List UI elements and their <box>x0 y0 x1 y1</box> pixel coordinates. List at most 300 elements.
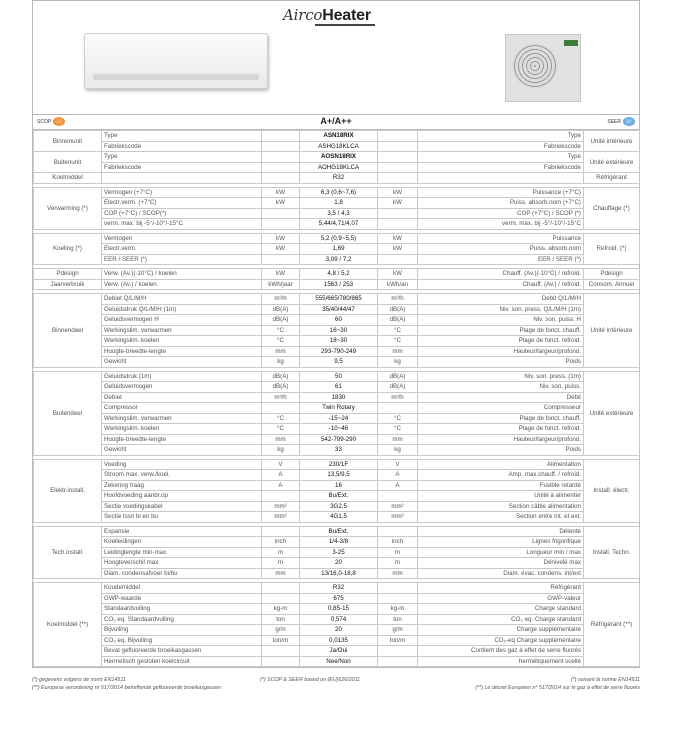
label-nl: Geluidsvermogen H <box>102 315 262 326</box>
spec-row <box>34 413 640 424</box>
spec-value: -10~46 <box>300 424 378 435</box>
group-label-fr: Unité intérieure <box>584 131 640 152</box>
label-fr: Hauteur/largeur/profond. <box>418 346 584 357</box>
unit-nl: kg <box>262 357 300 368</box>
unit-fr <box>378 254 418 265</box>
spec-value: 230/1F <box>300 459 378 470</box>
label-fr: verm. max. bij -5°/-10°/-15°C <box>418 219 584 230</box>
spec-row <box>34 403 640 414</box>
spec-row <box>34 625 640 636</box>
label-fr: Puissance (+7°C) <box>418 187 584 198</box>
group-label-nl: Verwarming (*) <box>34 187 102 229</box>
unit-nl <box>262 173 300 184</box>
unit-nl <box>262 141 300 152</box>
spec-row <box>34 336 640 347</box>
spec-row <box>34 526 640 537</box>
spec-row <box>34 593 640 604</box>
spec-row <box>34 434 640 445</box>
spec-row <box>34 646 640 657</box>
unit-fr: °C <box>378 325 418 336</box>
unit-fr: dB(A) <box>378 304 418 315</box>
unit-fr: kg <box>378 445 418 456</box>
spec-value: 6,3 (0,6~7,6) <box>300 187 378 198</box>
spec-row <box>34 491 640 502</box>
spec-value: 35/40/44/47 <box>300 304 378 315</box>
unit-fr: mm <box>378 568 418 579</box>
spec-row <box>34 131 640 142</box>
unit-nl <box>262 646 300 657</box>
spec-sheet <box>32 0 640 668</box>
unit-nl: dB(A) <box>262 315 300 326</box>
unit-nl: mm² <box>262 512 300 523</box>
spec-table-wrap <box>33 130 639 667</box>
label-nl: Sectie tssn bi en bu <box>102 512 262 523</box>
label-nl: Verw. (Av.)(-10°C) / koelen <box>102 269 262 280</box>
unit-fr: m³/h <box>378 294 418 305</box>
spec-value: Ja/Oui <box>300 646 378 657</box>
spec-row <box>34 537 640 548</box>
logo-airco: Airco <box>283 6 323 24</box>
outdoor-unit-image <box>505 34 581 102</box>
spec-value: 5,44/4,71/4,07 <box>300 219 378 230</box>
label-fr: Plage de fonct. chauff. <box>418 413 584 424</box>
label-nl: Bevat gefluoreerde broeikasgassen <box>102 646 262 657</box>
spec-value: 1,8 <box>300 198 378 209</box>
label-nl: Koudemiddel <box>102 583 262 594</box>
label-nl: Geluidsvermogen <box>102 382 262 393</box>
unit-nl: kW <box>262 187 300 198</box>
unit-fr: kW <box>378 269 418 280</box>
unit-fr <box>378 208 418 219</box>
spec-row <box>34 233 640 244</box>
unit-fr: V <box>378 459 418 470</box>
label-fr: Plage de fonct. refroid. <box>418 336 584 347</box>
spec-table <box>33 130 640 667</box>
label-fr: GWP-valeur <box>418 593 584 604</box>
footnote-eu-nl: (**) Europese verordening nr 517/2014 betreffende gefluoreerde broeikasgassen <box>32 685 222 691</box>
label-nl: Fabriekscode <box>102 141 262 152</box>
group-label-fr: Réfrigérant (**) <box>584 583 640 667</box>
label-nl: Expansie <box>102 526 262 537</box>
unit-fr <box>378 152 418 163</box>
spec-value: -15~24 <box>300 413 378 424</box>
spec-value: ASHG18KLCA <box>300 141 378 152</box>
snowflake-icon <box>623 117 635 126</box>
group-label-fr: Install. Techn. <box>584 526 640 579</box>
unit-nl: dB(A) <box>262 371 300 382</box>
spec-row <box>34 244 640 255</box>
spec-value: 4G1,5 <box>300 512 378 523</box>
label-nl: Hoogte-breedte-lengte <box>102 346 262 357</box>
spec-value: AOSN18RIX <box>300 152 378 163</box>
label-fr: Plage de fonct. chauff. <box>418 325 584 336</box>
spec-row <box>34 357 640 368</box>
unit-fr <box>378 141 418 152</box>
energy-rating: A+/A++ <box>320 116 352 126</box>
label-nl: Type <box>102 152 262 163</box>
spec-value: 675 <box>300 593 378 604</box>
spec-value: 0,0135 <box>300 635 378 646</box>
spec-value: 3,5 / 4,3 <box>300 208 378 219</box>
label-nl: Electr.verm. <box>102 244 262 255</box>
spec-value: 0,85-15 <box>300 604 378 615</box>
group-label-nl: Koelmiddel (**) <box>34 583 102 667</box>
label-fr: Lignes frigorifique <box>418 537 584 548</box>
unit-fr: kWh/an <box>378 279 418 290</box>
spec-row <box>34 315 640 326</box>
unit-nl: V <box>262 459 300 470</box>
group-label-fr: Pdesign <box>584 269 640 280</box>
label-nl: Bijvulling <box>102 625 262 636</box>
unit-fr: dB(A) <box>378 315 418 326</box>
unit-nl: mm <box>262 434 300 445</box>
spec-value: 16~30 <box>300 325 378 336</box>
label-fr: Fusible retardé <box>418 480 584 491</box>
unit-nl <box>262 526 300 537</box>
unit-nl: A <box>262 470 300 481</box>
unit-nl <box>262 593 300 604</box>
unit-fr: g/m <box>378 625 418 636</box>
unit-nl: A <box>262 480 300 491</box>
spec-value: 1830 <box>300 392 378 403</box>
label-nl <box>102 173 262 184</box>
unit-fr <box>378 219 418 230</box>
rating-header <box>33 114 639 130</box>
unit-nl: dB(A) <box>262 382 300 393</box>
spec-value: 13/16,0-16,8 <box>300 568 378 579</box>
group-label-fr: Refroid. (*) <box>584 233 640 265</box>
label-fr: Dénivelé max <box>418 558 584 569</box>
spec-value: 1/4-3/8 <box>300 537 378 548</box>
label-fr: Niv. son. press. Q/L/M/H (1m) <box>418 304 584 315</box>
spec-value: 555/665/780/865 <box>300 294 378 305</box>
label-nl: Compressor <box>102 403 262 414</box>
label-fr: Niv. son. puiss. H <box>418 315 584 326</box>
spec-row <box>34 187 640 198</box>
spec-value: 20 <box>300 558 378 569</box>
spec-row <box>34 304 640 315</box>
group-label-nl: Pdesign <box>34 269 102 280</box>
label-nl: Koelleidingen <box>102 537 262 548</box>
spec-value: R32 <box>300 173 378 184</box>
unit-nl <box>262 131 300 142</box>
spec-value: ASN18RIX <box>300 131 378 142</box>
footnotes <box>32 677 640 693</box>
spec-row <box>34 445 640 456</box>
unit-nl: ton <box>262 614 300 625</box>
group-label-nl: Elektr.install. <box>34 459 102 522</box>
label-nl: Hoogteverschil max <box>102 558 262 569</box>
label-fr: Section entre int. et ext. <box>418 512 584 523</box>
spec-row <box>34 152 640 163</box>
label-fr: CO₂ eq. Charge standard <box>418 614 584 625</box>
label-nl: Type <box>102 131 262 142</box>
label-nl: Leidinglengte min-max <box>102 547 262 558</box>
label-nl: Standaardvulling <box>102 604 262 615</box>
unit-nl: °C <box>262 424 300 435</box>
unit-nl: mm <box>262 568 300 579</box>
spec-value: 1,69 <box>300 244 378 255</box>
label-nl: Werkingslim. verwarmen <box>102 413 262 424</box>
label-fr: Niv. son. puiss. <box>418 382 584 393</box>
footnote-norm-fr: (*) suivant la norme EN14511 <box>570 677 640 683</box>
spec-row <box>34 325 640 336</box>
label-fr: Debit Q/L/M/H <box>418 294 584 305</box>
unit-nl <box>262 254 300 265</box>
unit-nl: m³/h <box>262 294 300 305</box>
label-fr: Chauff. (Av.)(-10°C) / refroid. <box>418 269 584 280</box>
spec-value: Nee/Non <box>300 656 378 667</box>
spec-value: AOHG18KLCA <box>300 162 378 173</box>
group-label-fr: Unité extérieure <box>584 152 640 173</box>
unit-fr: m <box>378 547 418 558</box>
scop-label: SCOP <box>37 118 52 125</box>
label-nl: COP (+7°C) / SCOP(*) <box>102 208 262 219</box>
unit-nl <box>262 152 300 163</box>
label-fr: CO₂-eq Charge supplémentaire <box>418 635 584 646</box>
group-label-fr: Install. électr. <box>584 459 640 522</box>
unit-fr <box>378 173 418 184</box>
label-fr: Poids <box>418 445 584 456</box>
spec-row <box>34 656 640 667</box>
unit-fr: ton <box>378 614 418 625</box>
label-fr: Charge standard <box>418 604 584 615</box>
unit-nl <box>262 491 300 502</box>
unit-fr: °C <box>378 413 418 424</box>
unit-fr: A <box>378 470 418 481</box>
group-label-nl: Koeling (*) <box>34 233 102 265</box>
logo-underline <box>315 24 375 26</box>
unit-fr: mm² <box>378 501 418 512</box>
spec-value: 3G2,5 <box>300 501 378 512</box>
label-fr: Amp. max.chauff. / refroid. <box>418 470 584 481</box>
unit-nl: inch <box>262 537 300 548</box>
unit-nl <box>262 403 300 414</box>
unit-nl <box>262 208 300 219</box>
spec-value: 20 <box>300 625 378 636</box>
unit-fr <box>378 583 418 594</box>
unit-fr: °C <box>378 336 418 347</box>
logo-heater: Heater <box>322 7 371 24</box>
label-fr: COP (+7°C) / SCOP (*) <box>418 208 584 219</box>
group-label-fr: Unité extérieure <box>584 371 640 455</box>
label-fr: Détente <box>418 526 584 537</box>
spec-row <box>34 512 640 523</box>
label-fr: Débit <box>418 392 584 403</box>
spec-row <box>34 635 640 646</box>
unit-nl <box>262 162 300 173</box>
unit-fr: kW <box>378 233 418 244</box>
seer-label: SEER <box>607 118 621 125</box>
label-nl: Vermogen <box>102 233 262 244</box>
label-fr: Réfrigérant <box>418 583 584 594</box>
group-label-fr: Réfrigérant <box>584 173 640 184</box>
label-nl: Stroom max. verw./koel. <box>102 470 262 481</box>
unit-fr <box>378 131 418 142</box>
unit-fr: kg-m <box>378 604 418 615</box>
spec-row <box>34 269 640 280</box>
label-nl: Zekering traag <box>102 480 262 491</box>
label-nl: Diam. condensafvoer bi/bu <box>102 568 262 579</box>
unit-nl: kW <box>262 269 300 280</box>
seer-badge <box>607 117 635 126</box>
spec-row <box>34 382 640 393</box>
label-fr: Plage de fonct. refroid. <box>418 424 584 435</box>
spec-value: 13,5/9,5 <box>300 470 378 481</box>
label-fr: Unité à alimenter <box>418 491 584 502</box>
label-nl: Sectie voedingskabel <box>102 501 262 512</box>
unit-nl: °C <box>262 413 300 424</box>
spec-value: 9,5 <box>300 357 378 368</box>
unit-fr <box>378 491 418 502</box>
group-label-nl: Koelmiddel <box>34 173 102 184</box>
group-label-nl: Binnenunit <box>34 131 102 152</box>
label-fr: Niv. son. press. (1m) <box>418 371 584 382</box>
spec-row <box>34 346 640 357</box>
label-fr: Longueur min / max <box>418 547 584 558</box>
unit-fr: m <box>378 558 418 569</box>
spec-row <box>34 219 640 230</box>
spec-row <box>34 424 640 435</box>
spec-row <box>34 480 640 491</box>
unit-fr: inch <box>378 537 418 548</box>
footnote-scop: (*) SCOP & SEER based on (EU)626/2011 <box>260 677 361 683</box>
label-nl: Fabriekscode <box>102 162 262 173</box>
unit-nl: kW <box>262 198 300 209</box>
label-nl: GWP-waarde <box>102 593 262 604</box>
unit-nl: kg <box>262 445 300 456</box>
unit-nl: g/m <box>262 625 300 636</box>
label-nl: Werkingslim. verwarmen <box>102 325 262 336</box>
label-fr: Diam. évac. condens. int/ext <box>418 568 584 579</box>
spec-row <box>34 162 640 173</box>
label-nl: Geluidsdruk Q/L/M/H (1m) <box>102 304 262 315</box>
label-fr: Type <box>418 152 584 163</box>
spec-row <box>34 392 640 403</box>
unit-fr: kW <box>378 187 418 198</box>
group-label-nl: Jaarverbruik <box>34 279 102 290</box>
unit-fr: mm² <box>378 512 418 523</box>
spec-value: Bu/Ext. <box>300 526 378 537</box>
label-nl: CO₂ eq. Bijvulling <box>102 635 262 646</box>
spec-value: 18~30 <box>300 336 378 347</box>
spec-row <box>34 558 640 569</box>
unit-fr <box>378 162 418 173</box>
unit-nl: kg-m <box>262 604 300 615</box>
label-nl: Debiet <box>102 392 262 403</box>
label-nl: Electr.verm. (+7°C) <box>102 198 262 209</box>
spec-row <box>34 254 640 265</box>
label-fr: Alimentation <box>418 459 584 470</box>
label-nl: Geluidsdruk (1m) <box>102 371 262 382</box>
group-label-nl: Binnendeel <box>34 294 102 368</box>
footnote-norm-nl: (*) gegevens volgens de norm EN14511 <box>32 677 126 683</box>
unit-fr <box>378 403 418 414</box>
spec-value: 0,574 <box>300 614 378 625</box>
spec-row <box>34 294 640 305</box>
spec-value: 60 <box>300 315 378 326</box>
group-label-fr: Chauffage (*) <box>584 187 640 229</box>
unit-fr: mm <box>378 346 418 357</box>
label-fr: Puiss. absorb.nom <box>418 244 584 255</box>
spec-value: 61 <box>300 382 378 393</box>
label-fr <box>418 173 584 184</box>
unit-fr <box>378 526 418 537</box>
unit-nl: °C <box>262 336 300 347</box>
spec-row <box>34 614 640 625</box>
spec-row <box>34 547 640 558</box>
brand-logo <box>283 6 371 25</box>
unit-fr: dB(A) <box>378 371 418 382</box>
label-nl: Hermetisch gesloten koelcircuit <box>102 656 262 667</box>
label-nl: EER / SEER (*) <box>102 254 262 265</box>
group-label-nl: Buitendeel <box>34 371 102 455</box>
label-fr: Compresseur <box>418 403 584 414</box>
spec-row <box>34 208 640 219</box>
spec-value: 4,8 / 5,2 <box>300 269 378 280</box>
group-label-fr: Consom. Annuel <box>584 279 640 290</box>
label-nl: Gewicht <box>102 445 262 456</box>
unit-fr: kW <box>378 198 418 209</box>
label-fr: EER / SEER (*) <box>418 254 584 265</box>
unit-nl <box>262 656 300 667</box>
unit-fr: kg <box>378 357 418 368</box>
spec-value: 33 <box>300 445 378 456</box>
spec-row <box>34 568 640 579</box>
unit-nl: m <box>262 558 300 569</box>
label-nl: CO₂ eq. Standaardvulling <box>102 614 262 625</box>
spec-row <box>34 173 640 184</box>
unit-fr: kW <box>378 244 418 255</box>
spec-row <box>34 583 640 594</box>
spec-value: 50 <box>300 371 378 382</box>
label-nl: Verw. (Av.) / koelen <box>102 279 262 290</box>
spec-value: Bu/Ext. <box>300 491 378 502</box>
spec-row <box>34 198 640 209</box>
unit-fr <box>378 646 418 657</box>
group-label-fr: Unité intérieure <box>584 294 640 368</box>
unit-nl <box>262 583 300 594</box>
label-fr: Type <box>418 131 584 142</box>
spec-value: 5,2 (0,9~5,5) <box>300 233 378 244</box>
unit-fr <box>378 593 418 604</box>
spec-row <box>34 501 640 512</box>
spec-value: 1563 / 253 <box>300 279 378 290</box>
spec-row <box>34 604 640 615</box>
label-nl: Debiet Q/L/M/H <box>102 294 262 305</box>
spec-row <box>34 371 640 382</box>
unit-fr <box>378 656 418 667</box>
footnote-eu-fr: (**) Le décret Européen n° 517/2014 sur le gaz à effet de serre fluorés <box>475 685 640 691</box>
spec-row <box>34 470 640 481</box>
spec-value: 542-799-290 <box>300 434 378 445</box>
spec-row <box>34 279 640 290</box>
unit-nl: °C <box>262 325 300 336</box>
label-fr: Fabriekscode <box>418 141 584 152</box>
label-fr: Fabriekscode <box>418 162 584 173</box>
unit-fr: mm <box>378 434 418 445</box>
unit-nl: mm <box>262 346 300 357</box>
label-fr: Hauteur/largeur/profond. <box>418 434 584 445</box>
group-label-nl: Tech.install. <box>34 526 102 579</box>
label-fr: hermétiquement scellé <box>418 656 584 667</box>
spec-value: 3-25 <box>300 547 378 558</box>
unit-nl: m <box>262 547 300 558</box>
spec-row <box>34 141 640 152</box>
spec-value: R32 <box>300 583 378 594</box>
label-nl: Werkingslim. koelen <box>102 336 262 347</box>
unit-fr: A <box>378 480 418 491</box>
